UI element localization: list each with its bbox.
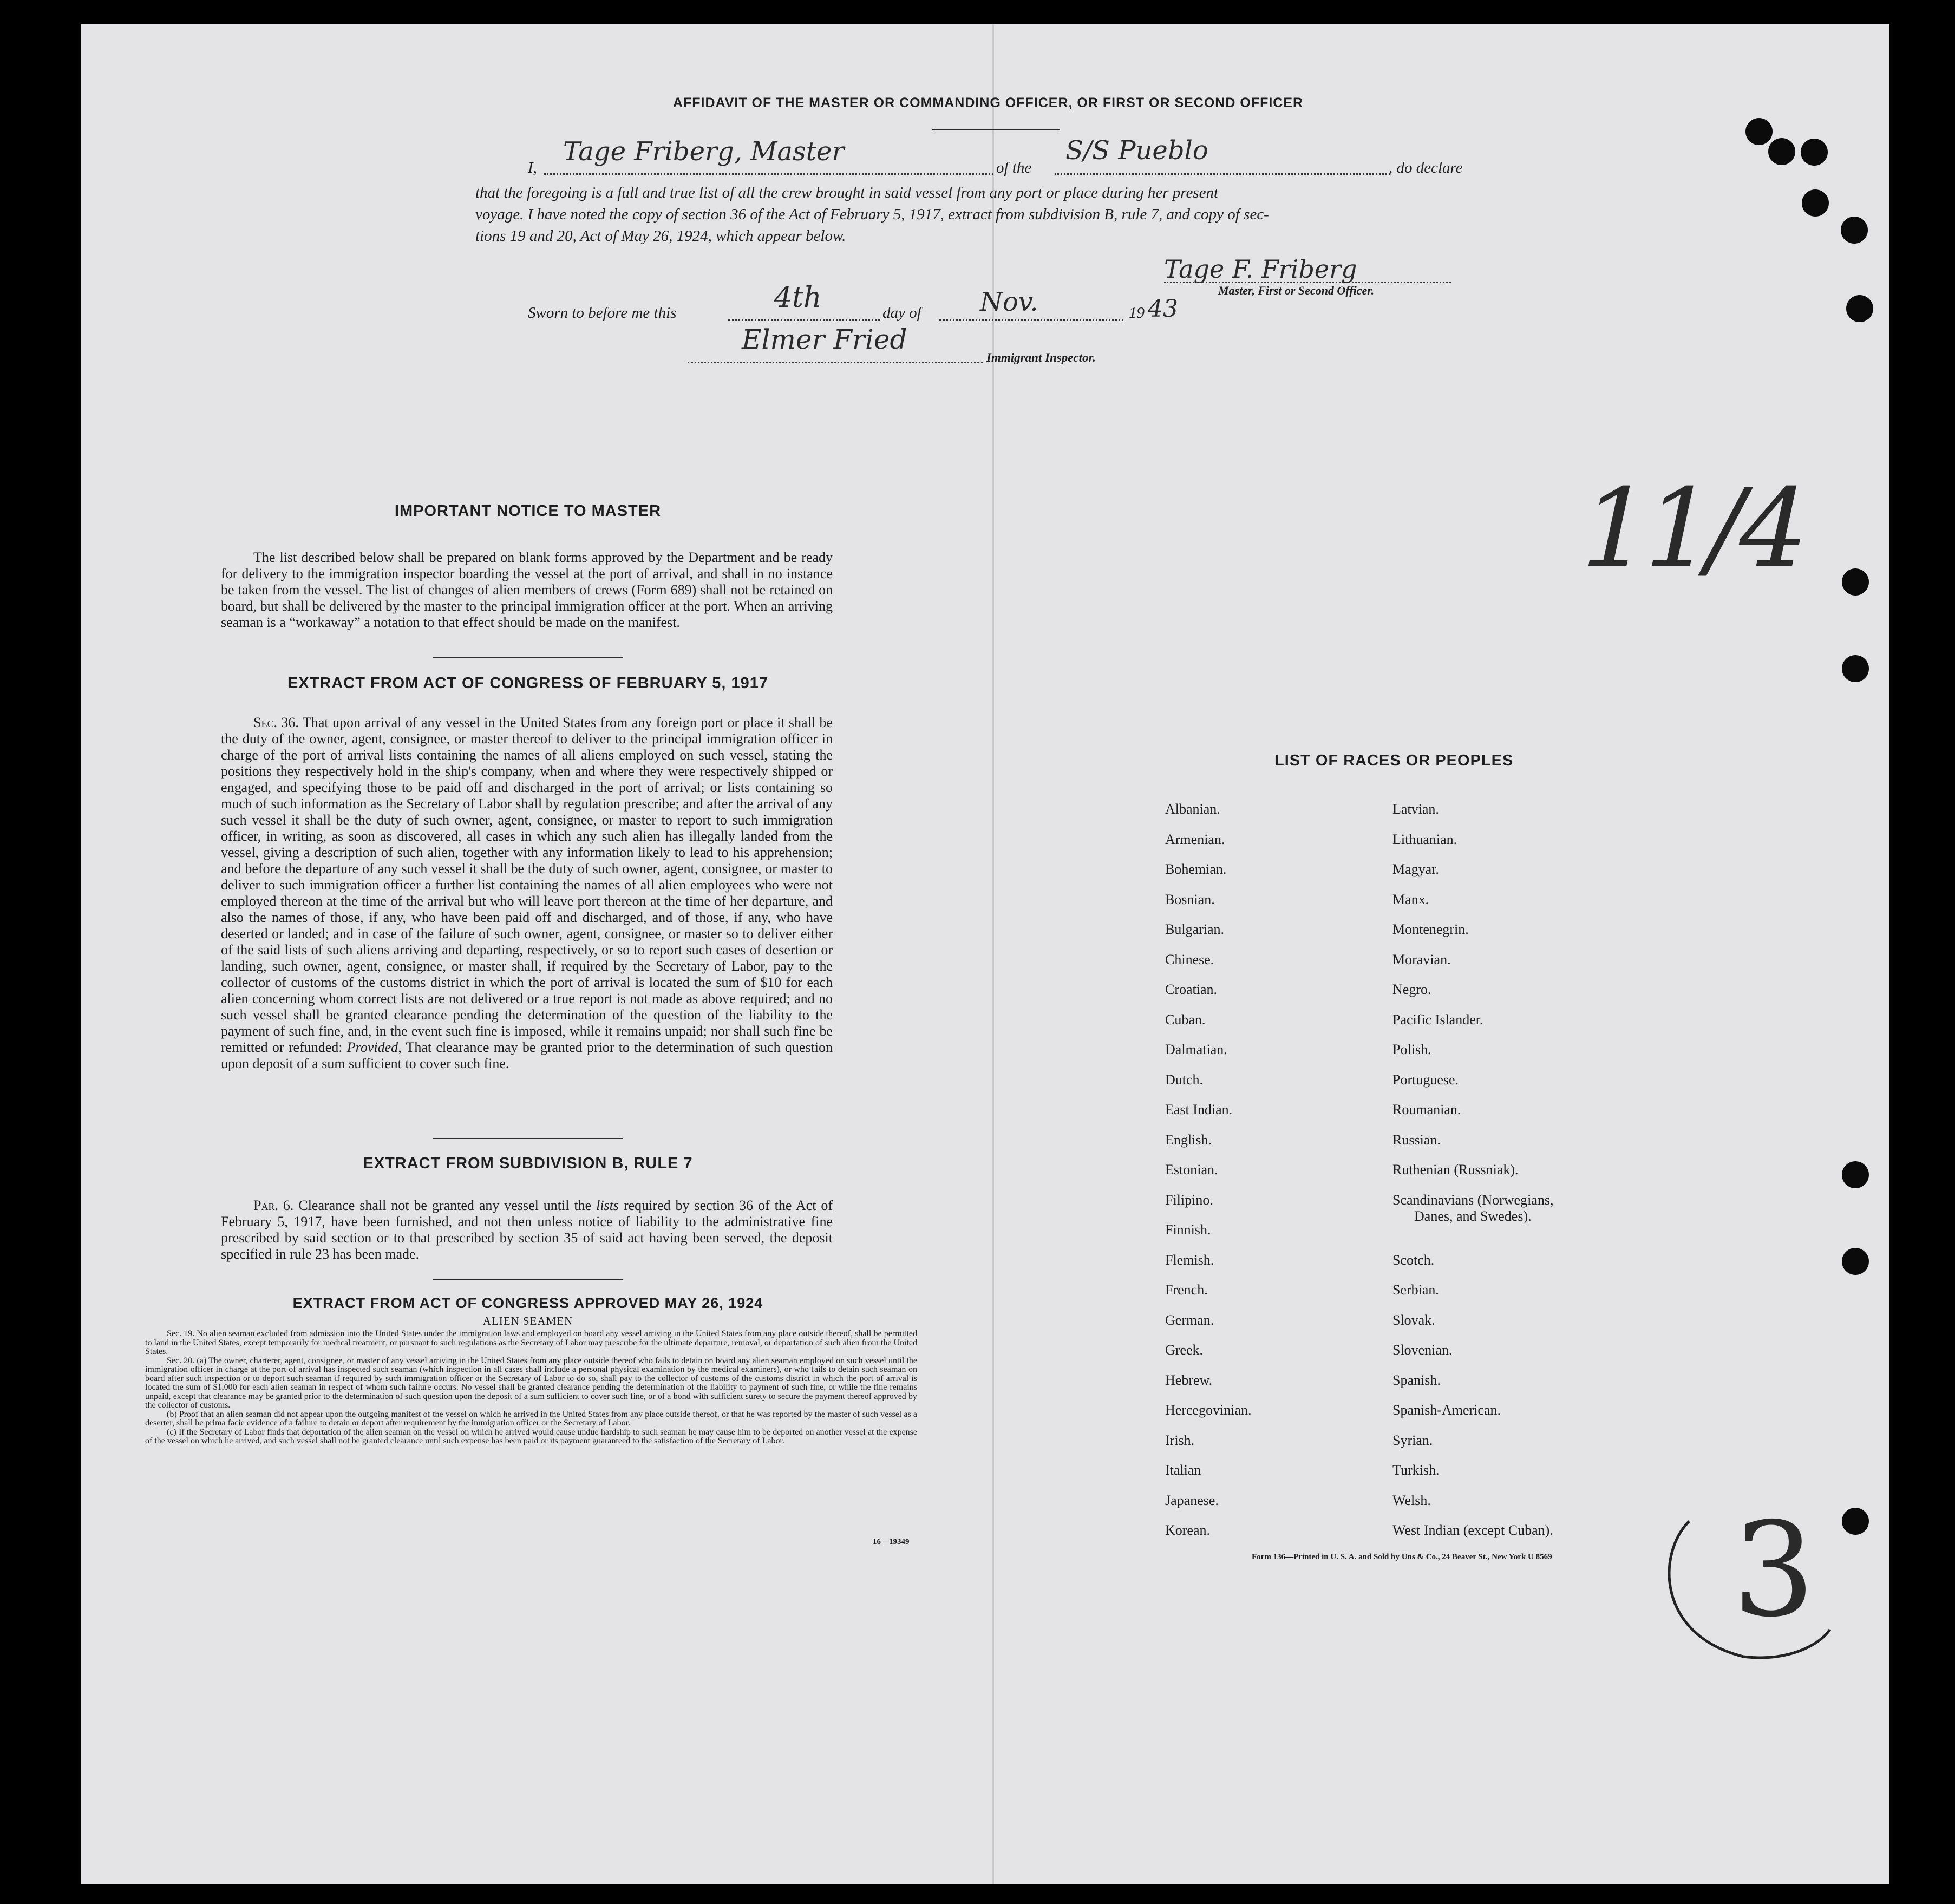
declaration-line-4: tions 19 and 20, Act of May 26, 1924, which appear below. xyxy=(475,227,846,245)
race-item: Turkish. xyxy=(1392,1462,1440,1478)
race-item: Syrian. xyxy=(1392,1432,1433,1448)
race-item: Danes, and Swedes). xyxy=(1414,1208,1532,1224)
race-item: Dutch. xyxy=(1165,1071,1204,1088)
race-item: Spanish-American. xyxy=(1392,1402,1501,1418)
inspector-signature: Elmer Fried xyxy=(742,324,907,355)
race-item: Japanese. xyxy=(1165,1492,1219,1508)
race-item: Cuban. xyxy=(1165,1011,1206,1028)
subdivision-body xyxy=(221,1198,833,1262)
race-item: Roumanian. xyxy=(1392,1102,1461,1117)
race-item: Hercegovinian. xyxy=(1165,1402,1252,1418)
month-handwritten: Nov. xyxy=(980,287,1038,317)
notice-body xyxy=(221,549,833,631)
section-divider xyxy=(433,1138,623,1139)
punch-hole xyxy=(1842,568,1869,596)
signature-line xyxy=(1164,282,1451,283)
race-item: Greek. xyxy=(1165,1342,1204,1358)
race-item: Spanish. xyxy=(1392,1372,1441,1388)
race-item: Filipino. xyxy=(1165,1192,1213,1208)
section-36-end: That clearance may be granted prior to the determination of such question upon deposit of a sum sufficient to cover such fine. xyxy=(221,1039,833,1071)
par-6-label: Par. 6. xyxy=(253,1198,294,1213)
punch-hole xyxy=(1802,189,1829,217)
race-item: Magyar. xyxy=(1392,861,1439,877)
race-item: Welsh. xyxy=(1392,1492,1431,1508)
punch-hole xyxy=(1841,217,1868,244)
race-item: Armenian. xyxy=(1165,831,1225,847)
sec-20c-paragraph: (c) If the Secretary of Labor finds that deportation of the alien seaman on the vessel on which he arrived would cause undue hardship to such seaman he may cause him to be deported on another vessel at the expense of the vessel on which he arrived, and such vessel shall not be granted clearance until such expense has been paid or its payment guaranteed to the satisfaction of the Secretary of Labor. xyxy=(145,1427,917,1445)
race-item: Albanian. xyxy=(1165,801,1220,817)
handwritten-page-number: 3 xyxy=(1732,1494,1815,1646)
form-footer: Form 136—Printed in U. S. A. and Sold by Uns & Co., 24 Beaver St., New York U 8569 xyxy=(1252,1553,1552,1561)
affidavit-title: AFFIDAVIT OF THE MASTER OR COMMANDING OFFICER, OR FIRST OR SECOND OFFICER xyxy=(672,95,1304,110)
section-36-paragraph xyxy=(221,715,833,1072)
race-item: Flemish. xyxy=(1165,1252,1214,1268)
race-item: Manx. xyxy=(1392,891,1429,907)
extract-1917-title: EXTRACT FROM ACT OF CONGRESS OF FEBRUARY 5, 1917 xyxy=(287,675,769,692)
extract-1924-body xyxy=(145,1330,917,1446)
races-right-column xyxy=(1392,801,1553,1553)
race-item: Slovenian. xyxy=(1392,1342,1453,1358)
extract-1924-title: EXTRACT FROM ACT OF CONGRESS APPROVED MAY 26, 1924 xyxy=(292,1295,763,1311)
sworn-prefix: Sworn to before me this xyxy=(528,304,677,322)
race-item: Moravian. xyxy=(1392,951,1451,967)
race-item: Latvian. xyxy=(1392,801,1439,817)
race-item: Italian xyxy=(1165,1462,1201,1478)
day-handwritten: 4th xyxy=(774,282,822,314)
race-item: English. xyxy=(1165,1131,1212,1148)
race-item: East Indian. xyxy=(1165,1102,1233,1117)
punch-hole xyxy=(1801,139,1828,166)
punch-hole xyxy=(1745,118,1773,145)
punch-hole xyxy=(1842,1161,1869,1188)
do-declare-label: , do declare xyxy=(1389,159,1463,176)
race-item: Russian. xyxy=(1392,1131,1441,1148)
punch-hole xyxy=(1846,295,1873,322)
sec-20b-paragraph: (b) Proof that an alien seaman did not appear upon the outgoing manifest of the vessel on which he arrived in the United States from any place outside thereof, or that he was reported by the master of such vessel as a deserter, shall be prima facie evidence of a failure to detain or deport after requirement by the immigration officer or the Secretary of Labor. xyxy=(145,1409,917,1428)
race-item: Irish. xyxy=(1165,1432,1195,1448)
punch-hole xyxy=(1768,138,1795,165)
form-code: 16—19349 xyxy=(873,1537,910,1546)
race-item: Scandinavians (Norwegians, xyxy=(1392,1192,1554,1208)
section-divider xyxy=(433,1279,623,1280)
par-6-paragraph xyxy=(221,1198,833,1262)
race-item: Hebrew. xyxy=(1165,1372,1213,1388)
race-item: Serbian. xyxy=(1392,1282,1439,1298)
race-item: Polish. xyxy=(1392,1042,1431,1057)
race-item: Lithuanian. xyxy=(1392,831,1457,847)
declaration-line-2: that the foregoing is a full and true list of all the crew brought in said vessel from any port or place during her present xyxy=(475,184,1219,201)
alien-seamen-subtitle: ALIEN SEAMEN xyxy=(482,1314,573,1327)
notice-title: IMPORTANT NOTICE TO MASTER xyxy=(394,502,662,520)
year-handwritten: 43 xyxy=(1148,295,1178,323)
day-line xyxy=(728,319,880,321)
sec-20a-paragraph: Sec. 20. (a) The owner, charterer, agent, consignee, or master of any vessel arriving in the United States from any place outside thereof who fails to detain on board any alien seaman employed on such vessel until the immigration officer in charge at the port of arrival has inspected such seaman (which inspection in all cases shall include a personal physical examination by the medical examiners), or who fails to detain such seaman on board after such inspection or to deport such seaman if required by such immigration officer or the Secretary of Labor to do so, shall pay to the collector of customs of the customs district in which the port of arrival is located the sum of $1,000 for each alien seaman in respect of whom such failure occurs. No vessel shall be granted clearance pending the determination of the liability to payment of such fine, or while the fine remains unpaid, except that clearance may be granted prior to the determination of such question upon the deposit of a sum sufficient to cover such fine, or of a bond with sufficient surety to secure the payment thereof approved by the collector of customs. xyxy=(145,1356,917,1410)
title-rule xyxy=(932,129,1060,130)
race-item: German. xyxy=(1165,1312,1214,1328)
race-item: Ruthenian (Russniak). xyxy=(1392,1162,1519,1177)
race-item: Montenegrin. xyxy=(1392,921,1469,937)
declaration-prefix: I, xyxy=(528,159,537,176)
races-title: LIST OF RACES OR PEOPLES xyxy=(1274,752,1514,769)
day-of-label: day of xyxy=(882,304,921,322)
race-item: Portuguese. xyxy=(1392,1071,1459,1088)
handwritten-date-annotation: 11/4 xyxy=(1567,466,1816,592)
race-item: Negro. xyxy=(1392,982,1431,997)
lists-word: lists xyxy=(596,1198,619,1213)
race-item: Korean. xyxy=(1165,1522,1211,1538)
race-item: Scotch. xyxy=(1392,1252,1435,1268)
race-item: French. xyxy=(1165,1282,1208,1298)
section-36-label: Sec. 36. xyxy=(253,715,299,730)
vessel-handwritten: S/S Pueblo xyxy=(1065,135,1208,166)
extract-1917-body xyxy=(221,715,833,1072)
vessel-line xyxy=(1055,173,1390,175)
punch-hole xyxy=(1842,655,1869,682)
race-item: Estonian. xyxy=(1165,1162,1218,1177)
race-item: Bulgarian. xyxy=(1165,921,1225,937)
race-item: Slovak. xyxy=(1392,1312,1435,1328)
declaration-line-3: voyage. I have noted the copy of section 36 of the Act of February 5, 1917, extract from subdivision B, rule 7, and copy of sec- xyxy=(475,206,1269,223)
race-item: Croatian. xyxy=(1165,982,1218,997)
races-left-column xyxy=(1165,801,1252,1553)
race-item: Bohemian. xyxy=(1165,861,1227,877)
punch-hole xyxy=(1842,1508,1869,1535)
of-the-label: of the xyxy=(996,159,1032,176)
race-item: Dalmatian. xyxy=(1165,1042,1227,1057)
race-item: Pacific Islander. xyxy=(1392,1011,1483,1028)
par-6-text-a: Clearance shall not be granted any vessel until the xyxy=(298,1198,592,1213)
race-item: Finnish. xyxy=(1165,1222,1211,1238)
section-divider xyxy=(433,657,623,658)
punch-hole xyxy=(1842,1248,1869,1275)
race-item: West Indian (except Cuban). xyxy=(1392,1522,1553,1538)
master-name-line xyxy=(544,173,993,175)
section-36-text: That upon arrival of any vessel in the United States from any foreign port or place it shall be the duty of the owner, agent, consignee, or master thereof to deliver to the principal immigration officer in charge of the port of arrival lists containing the names of all aliens employed on such vessel, stating the positions they respectively hold in the ship's company, when and where they were respectively shipped or engaged, and specifying those to be paid off and discharged in the port of arrival; or lists containing so much of such information as the Secretary of Labor shall by regulation prescribe; and after the arrival of any such vessel it shall be the duty of such owner, agent, consignee, or master to report to such immigration officer, in writing, as soon as discovered, all cases in which any such alien has illegally landed from the vessel, giving a description of such alien, together with any information likely to lead to his apprehension; and before the departure of any such vessel it shall be the duty of such owner, agent, consignee, or master to deliver to such immigration officer a further list containing the names of all alien employees who were not employed thereon at the time of the arrival but who will leave port thereon at the time of her departure, and also the names of those, if any, who have been paid off and discharged, and of those, if any, who have deserted or landed; and in case of the failure of such owner, agent, consignee, or master so to deliver either of the said lists of such aliens arriving and departing, respectively, or so to report such cases of desertion or landing, such owner, agent, consignee, or master shall, if required by the Secretary of Labor, pay to the collector of customs of the customs district in which the port of arrival is located the sum of $10 for each alien concerning whom correct lists are not delivered or a true report is not made as above required; and no such vessel shall be granted clearance pending the determination of the question of the liability to the payment of such fine, and, in the event such fine is imposed, while it remains unpaid; nor shall such fine be remitted or refunded: xyxy=(221,715,833,1055)
race-item: Bosnian. xyxy=(1165,891,1215,907)
inspector-line xyxy=(688,362,983,363)
par-6-text-b: required by section 36 of the Act of February 5, 1917, have been furnished, and not then unless notice of liability to the administrative fine prescribed by said section or to that prescribed by section 35 of said act having been served, the deposit specified in rule 23 has been made. xyxy=(221,1198,833,1262)
month-line xyxy=(939,319,1123,321)
year-prefix: 19 xyxy=(1129,304,1145,322)
notice-paragraph: The list described below shall be prepared on blank forms approved by the Department and be ready for delivery to the immigration inspector boarding the vessel at the port of arrival, and shall in no instance be taken from the vessel. The list of changes of alien members of crews (Form 689) shall not be retained on board, but shall be delivered by the master to the principal immigration officer at the port. When an arriving seaman is a “workaway” a notation to that effect should be made on the manifest. xyxy=(221,549,833,630)
master-caption: Master, First or Second Officer. xyxy=(1218,284,1375,297)
sec-19-paragraph: Sec. 19. No alien seaman excluded from admission into the United States under the immigration laws and employed on board any vessel arriving in the United States from any place outside thereof, shall be permitted to land in the United States, except temporarily for medical treatment, or pursuant to such regulations as the Secretary of Labor may prescribe for the ultimate departure, removal, or deportation of such alien from the United States. xyxy=(145,1329,917,1356)
master-signature: Tage F. Friberg xyxy=(1164,254,1357,284)
master-name-handwritten: Tage Friberg, Master xyxy=(563,136,845,167)
subdivision-title: EXTRACT FROM SUBDIVISION B, RULE 7 xyxy=(363,1155,693,1172)
race-item: Chinese. xyxy=(1165,951,1214,967)
inspector-caption: Immigrant Inspector. xyxy=(986,351,1096,364)
provided-label: Provided, xyxy=(346,1039,402,1055)
